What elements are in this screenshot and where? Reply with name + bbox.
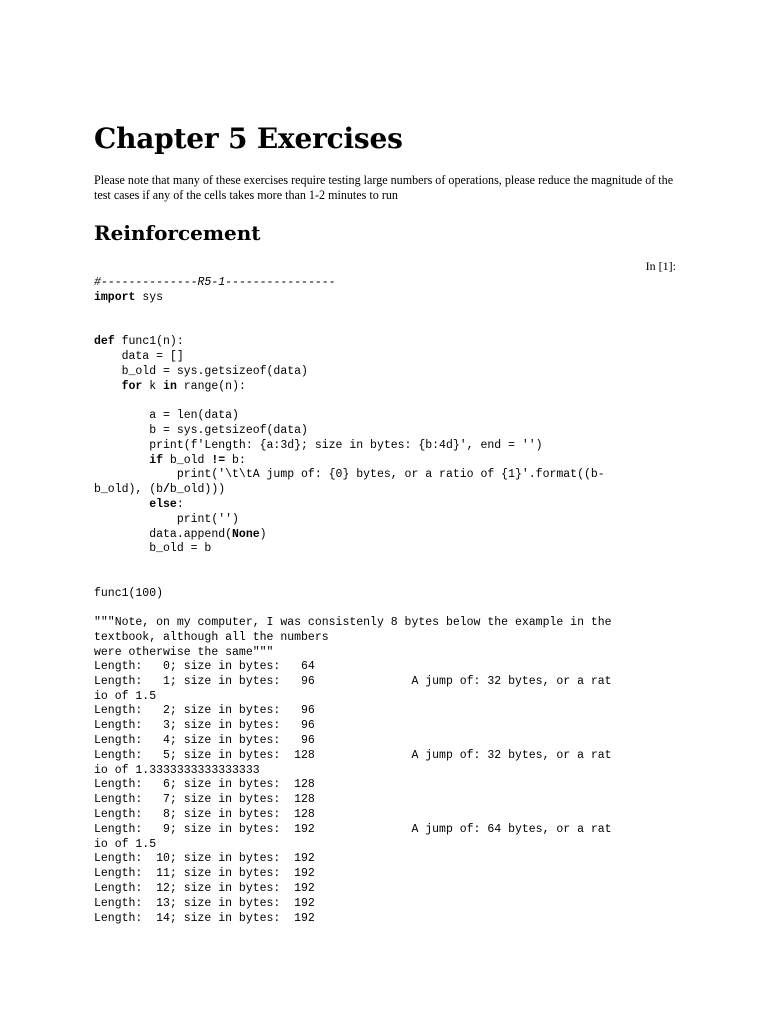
output-line: Length: 4; size in bytes: 96 xyxy=(94,733,315,747)
output-line: Length: 14; size in bytes: 192 xyxy=(94,911,315,925)
code-comment: R5-1 xyxy=(197,276,226,289)
code-line xyxy=(94,631,612,646)
output-line: Length: 9; size in bytes: 192 A jump of: 64 bytes, or a rat xyxy=(94,822,612,836)
code-line xyxy=(94,542,612,557)
code-keyword: / xyxy=(163,483,170,497)
code-line xyxy=(94,439,612,454)
code-text: func1(n): xyxy=(114,335,184,349)
code-line xyxy=(94,350,612,365)
code-keyword: in xyxy=(163,379,177,393)
code-text: k xyxy=(142,379,164,393)
code-text: b_old))) xyxy=(169,483,226,497)
intro-note: Please note that many of these exercises require testing large numbers of operations, please reduce the magnitude of the test cases if any of the cells takes more than 1-2 minutes to run xyxy=(94,173,674,202)
output-line: Length: 13; size in bytes: 192 xyxy=(94,896,315,910)
code-text: b_old), (b xyxy=(94,483,164,497)
code-line xyxy=(94,365,612,380)
code-line xyxy=(94,468,612,483)
code-text: b_old = sys.getsizeof(data) xyxy=(94,364,308,378)
code-text xyxy=(94,454,149,467)
code-line xyxy=(94,587,612,602)
code-line xyxy=(94,380,612,395)
code-keyword: for xyxy=(121,379,143,393)
cell-prompt: In [1]: xyxy=(645,259,676,273)
code-text: ) xyxy=(259,527,267,541)
code-line xyxy=(94,616,612,631)
code-line xyxy=(94,513,612,528)
code-line xyxy=(94,320,612,335)
code-keyword: else xyxy=(149,497,177,511)
code-line xyxy=(94,572,612,587)
code-comment: #-------------- xyxy=(94,276,198,289)
code-keyword: import xyxy=(94,290,136,304)
code-text: sys xyxy=(135,290,164,304)
code-text xyxy=(94,498,149,511)
output-line: Length: 8; size in bytes: 128 xyxy=(94,807,315,821)
code-text: b_old xyxy=(163,453,212,467)
output-line: Length: 7; size in bytes: 128 xyxy=(94,793,315,807)
output-line: Length: 2; size in bytes: 96 xyxy=(94,704,315,718)
output-line: Length: 12; size in bytes: 192 xyxy=(94,881,315,895)
code-text: range(n): xyxy=(176,379,246,393)
code-keyword: if xyxy=(149,453,164,467)
output-line: Length: 0; size in bytes: 64 xyxy=(94,660,315,673)
code-line xyxy=(94,424,612,439)
code-line xyxy=(94,291,612,306)
code-text: b_old = b xyxy=(94,542,212,556)
code-line xyxy=(94,409,612,424)
code-text: : xyxy=(176,497,184,511)
code-line xyxy=(94,276,612,291)
output-line: Length: 5; size in bytes: 128 A jump of: 32 bytes, or a rat xyxy=(94,748,612,762)
code-cell xyxy=(94,276,612,661)
code-line xyxy=(94,306,612,321)
code-line xyxy=(94,335,612,350)
code-line xyxy=(94,394,612,409)
output-line: Length: 10; size in bytes: 192 xyxy=(94,852,315,866)
code-text: print('') xyxy=(94,512,239,526)
code-line xyxy=(94,528,612,543)
code-text: data = [] xyxy=(94,349,184,363)
code-text: data.append( xyxy=(94,527,233,541)
code-keyword: None xyxy=(232,527,260,541)
code-text: textbook, although all the numbers xyxy=(94,631,329,645)
code-text: b = sys.getsizeof(data) xyxy=(94,423,308,437)
output-line: Length: 6; size in bytes: 128 xyxy=(94,778,315,792)
code-text: print(f'Length: {a:3d}; size in bytes: {b:4d}', end = '') xyxy=(94,438,543,452)
code-comment: ---------------- xyxy=(225,276,336,289)
output-line: Length: 3; size in bytes: 96 xyxy=(94,719,315,733)
code-line xyxy=(94,454,612,469)
output-line: io of 1.5 xyxy=(94,837,157,851)
code-text xyxy=(94,380,122,393)
code-line xyxy=(94,498,612,513)
cell-output xyxy=(94,660,612,926)
chapter-title: Chapter 5 Exercises xyxy=(94,122,403,155)
code-line xyxy=(94,602,612,617)
code-text: """Note, on my computer, I was consistenly 8 bytes below the example in the xyxy=(94,616,612,630)
section-heading: Reinforcement xyxy=(94,221,261,245)
output-line: Length: 11; size in bytes: 192 xyxy=(94,867,315,881)
code-text: b: xyxy=(225,453,246,467)
code-keyword: != xyxy=(211,453,226,467)
output-line: io of 1.5 xyxy=(94,689,157,703)
code-keyword: def xyxy=(94,335,115,349)
code-line xyxy=(94,646,612,661)
output-line: Length: 1; size in bytes: 96 A jump of: 32 bytes, or a rat xyxy=(94,674,612,688)
code-text: were otherwise the same""" xyxy=(94,645,274,659)
output-line: io of 1.3333333333333333 xyxy=(94,763,260,777)
code-text: func1(100) xyxy=(94,586,164,600)
code-text: a = len(data) xyxy=(94,409,239,423)
code-line xyxy=(94,483,612,498)
code-line xyxy=(94,557,612,572)
code-text: print('\t\tA jump of: {0} bytes, or a ratio of {1}'.format((b- xyxy=(94,468,605,482)
